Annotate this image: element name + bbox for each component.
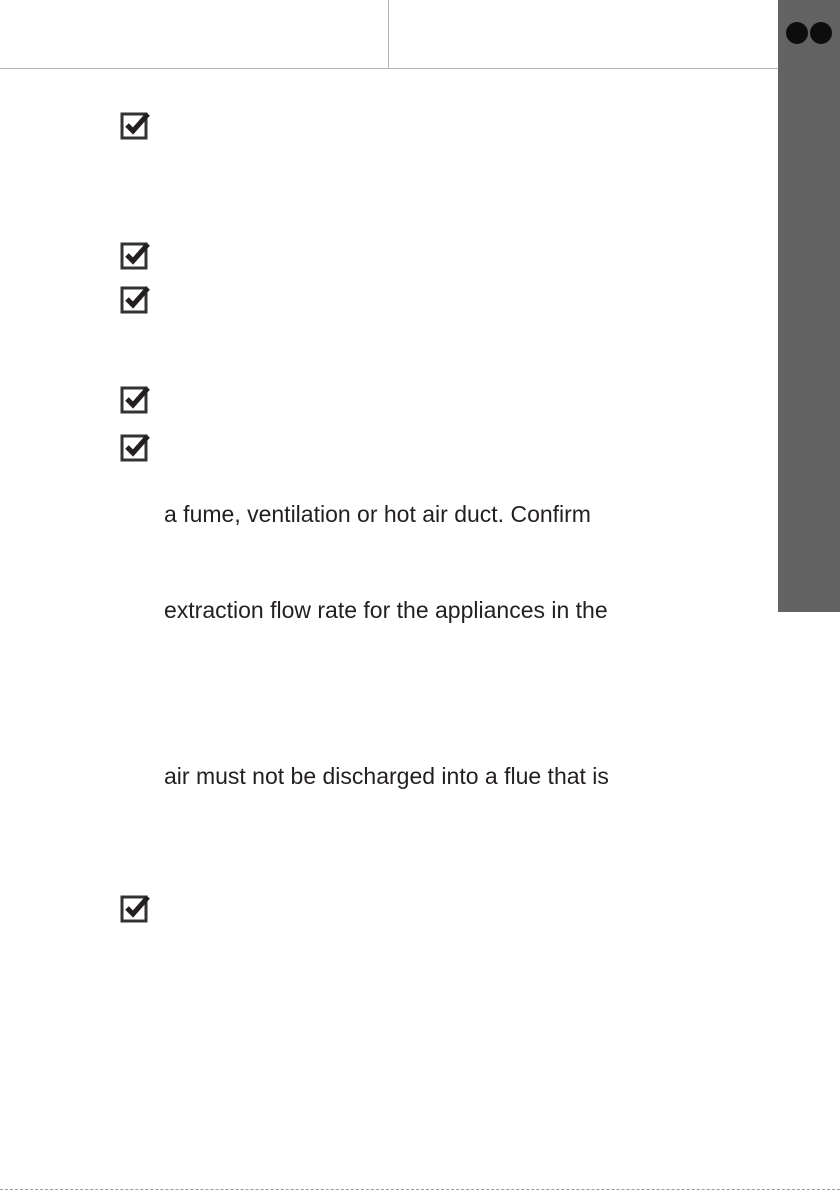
body-line: air must not be discharged into a flue that is — [164, 763, 609, 789]
checked-box-icon — [120, 384, 150, 414]
checked-box-icon — [120, 893, 150, 923]
body-line: extraction flow rate for the appliances in the — [164, 597, 608, 623]
checked-box-icon — [120, 110, 150, 140]
body-line: a fume, ventilation or hot air duct. Confirm — [164, 501, 591, 527]
checked-box-icon — [120, 284, 150, 314]
tab-dot-icon — [810, 22, 832, 44]
checked-box-icon — [120, 432, 150, 462]
page-bottom-rule — [0, 1189, 840, 1190]
header-divider — [388, 0, 389, 68]
side-tab — [778, 0, 840, 612]
checked-box-icon — [120, 240, 150, 270]
side-tab-marker — [786, 22, 832, 46]
tab-dot-icon — [786, 22, 808, 44]
header-rule — [0, 68, 778, 69]
